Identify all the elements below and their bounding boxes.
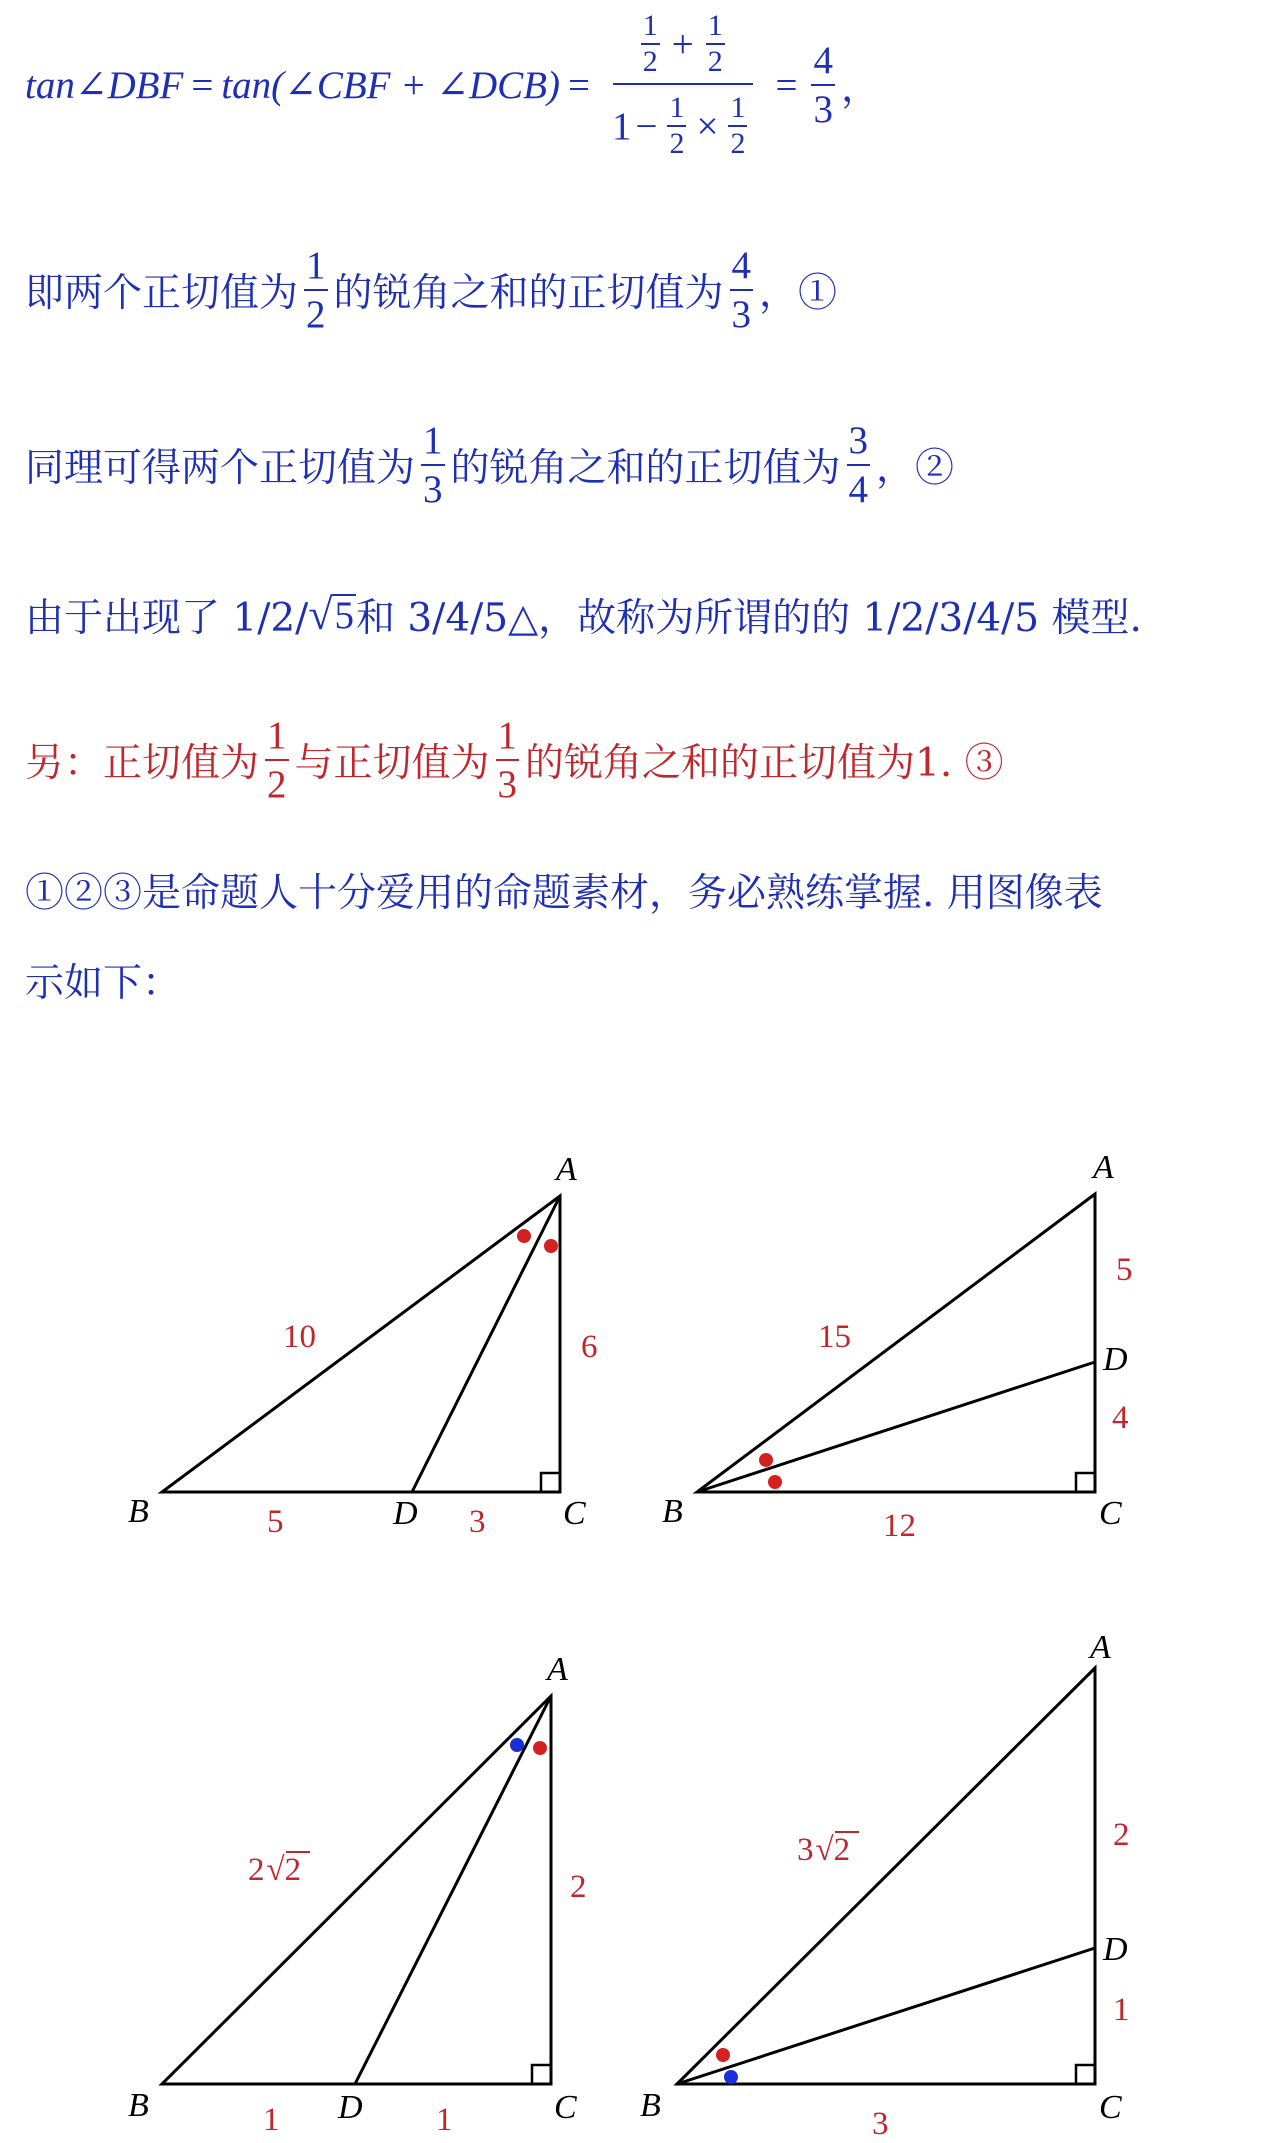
fig1-label-B: B [128,1493,149,1530]
p3-text-b: 和 3/4/5△，故称为所谓的的 1/2/3/4/5 模型. [355,596,1142,641]
p1-fraction-2: $\frac{4}{3}$ [731,244,752,336]
fig3-right-angle [532,2065,551,2084]
p1-text-c: ，① [759,271,838,316]
fig2-right-angle [1076,1473,1095,1492]
fig1-triangle [162,1196,560,1492]
p4-fraction-2: $\frac{1}{3}$ [497,714,518,806]
fig3-length-BD: 1 [263,2102,280,2138]
fig3-label-C: C [554,2089,577,2126]
paragraph-1 [25,240,837,340]
fig1-label-D: D [393,1495,418,1532]
p2-fraction-1: $\frac{1}{3}$ [423,419,443,511]
formula-denominator: 1 − $\frac{1}{2}$ × $\frac{1}{2}$ [611,91,746,160]
fig4-segment-BD [677,1948,1095,2084]
fig4-triangle [677,1668,1095,2084]
formula-lhs: tan∠DBF [25,63,184,107]
fig1-length-BD: 5 [267,1504,284,1540]
fig3-triangle [162,1696,551,2084]
p1-fraction-1: $\frac{1}{2}$ [306,244,326,336]
fig2-label-D: D [1103,1341,1128,1378]
fig1-angle-dot [517,1229,531,1243]
p2-text-c: ，② [876,446,955,491]
fig4-label-A: A [1090,1629,1111,1666]
p3-text-a: 由于出现了 1/2/ [25,596,309,641]
fig2-length-BC: 12 [883,1508,916,1544]
formula-tan-sum: tan(∠CBF + ∠DCB) [221,63,560,107]
fig4-length-BC: 3 [872,2106,889,2142]
fig1-length-AB: 10 [283,1319,316,1355]
fig4-length-AD: 2 [1113,1817,1130,1853]
paragraph-5-line-2 [25,950,181,1010]
formula-comma: ， [840,67,880,110]
fig3-length-AB: 2√2 [248,1852,302,1888]
fig2-angle-dot [759,1453,773,1467]
p4-text-b: 与正切值为 [294,741,490,786]
p1-text-b: 的锐角之和的正切值为 [333,271,724,316]
paragraph-3 [25,585,1142,645]
geometry-figures [0,1140,1280,2143]
fig4-length-DC: 1 [1113,1992,1130,2028]
p3-sqrt: √ 5 [308,590,354,639]
fig4-length-AB: 3√2 [797,1832,851,1868]
p5-text-line1: ①②③是命题人十分爱用的命题素材，务必熟练掌握. 用图像表 [25,871,1103,916]
fig1-length-AC: 6 [581,1329,598,1365]
paragraph-5-line-1 [25,860,1103,920]
paragraph-2 [25,415,954,515]
fig3-angle-dot-blue [510,1738,524,1752]
fig2-length-DC: 4 [1112,1400,1129,1436]
fig2-length-AD: 5 [1116,1252,1133,1288]
fig1-length-DC: 3 [469,1504,486,1540]
fig1-label-C: C [563,1495,586,1532]
fig4-angle-dot [716,2048,730,2062]
paragraph-4 [25,710,1004,810]
fig3-label-A: A [547,1651,568,1688]
fig2-angle-dot [768,1475,782,1489]
fig3-length-DC: 1 [436,2102,453,2138]
fig4-right-angle [1076,2065,1095,2084]
fig3-length-AC: 2 [570,1869,587,1905]
fig4-angle-dot-blue [724,2070,738,2084]
fig1-right-angle [541,1473,560,1492]
fig2-label-A: A [1093,1149,1114,1186]
formula-equals: = [191,63,214,107]
fig4-label-B: B [640,2087,661,2124]
p4-text-c: 的锐角之和的正切值为1. ③ [525,741,1004,786]
fig1-angle-dot [544,1239,558,1253]
p2-fraction-2: $\frac{3}{4}$ [848,419,869,511]
formula-numerator: $\frac{1}{2}$ + $\frac{1}{2}$ [613,11,753,85]
fig1-label-A: A [556,1151,577,1188]
formula-equals: = [775,63,798,107]
p2-text-a: 同理可得两个正切值为 [25,446,416,491]
fig3-label-D: D [338,2089,363,2126]
fig2-length-AB: 15 [818,1319,851,1355]
p4-text-a: 另：正切值为 [25,741,260,786]
fig2-label-C: C [1099,1495,1122,1532]
p4-fraction-1: $\frac{1}{2}$ [267,714,287,806]
fig2-label-B: B [662,1493,683,1530]
fig3-angle-dot [533,1741,547,1755]
formula-equals: = [567,63,590,107]
fig2-triangle [697,1194,1095,1492]
formula-line [25,0,880,170]
fig3-label-B: B [128,2087,149,2124]
fig1-segment-AD [412,1196,560,1492]
fig4-label-D: D [1103,1931,1128,1968]
formula-main-fraction [610,11,756,159]
fig2-segment-BD [697,1362,1095,1492]
fig4-label-C: C [1099,2089,1122,2126]
fig3-segment-AD [355,1696,551,2084]
formula-result: $\frac{4}{3}$ [813,39,833,131]
p1-text-a: 即两个正切值为 [25,271,299,316]
p5-text-line2: 示如下： [25,961,182,1006]
p2-text-b: 的锐角之和的正切值为 [450,446,841,491]
